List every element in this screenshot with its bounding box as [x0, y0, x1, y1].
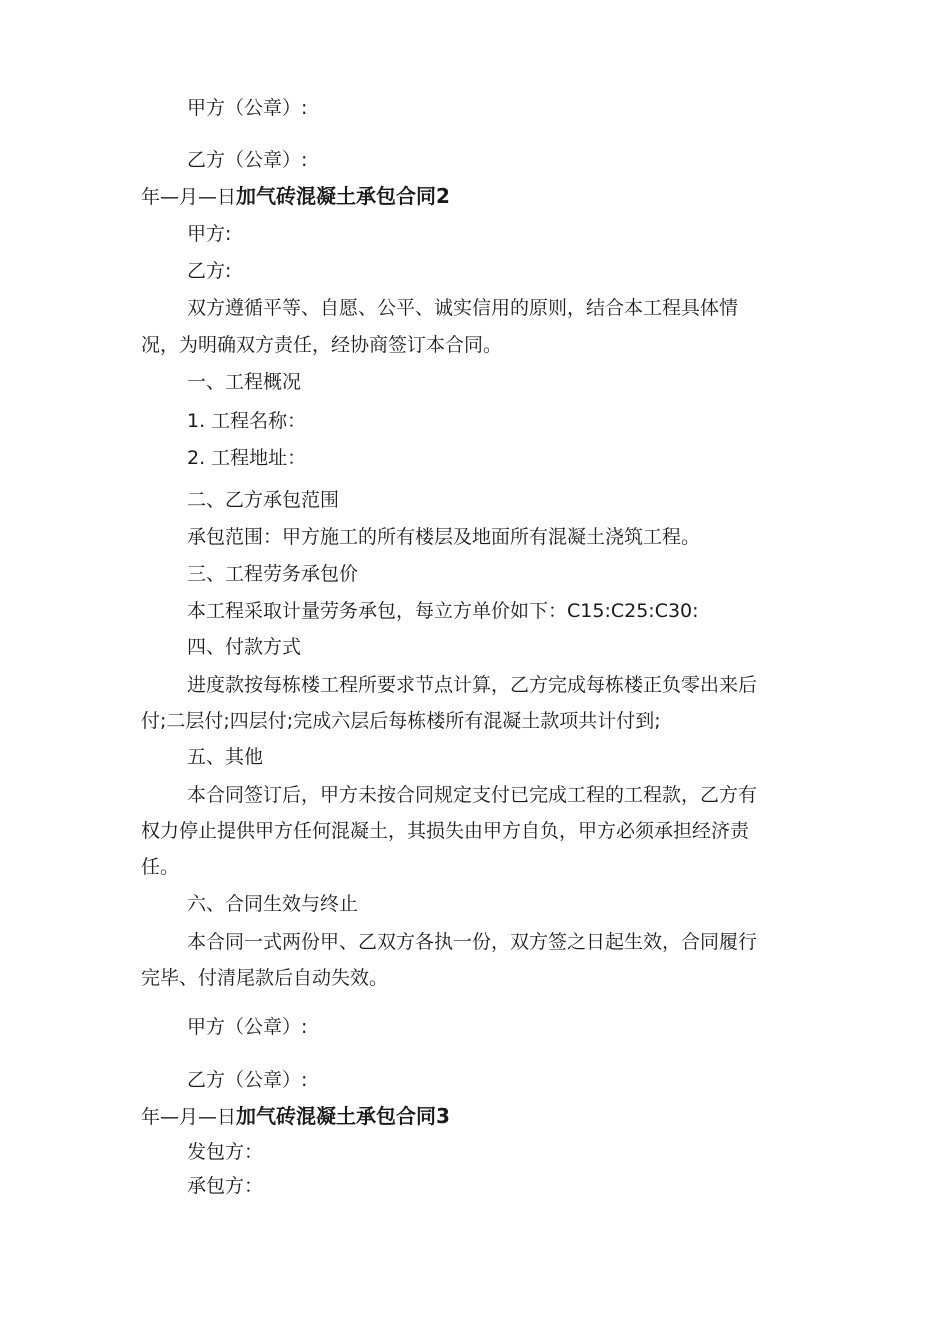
contract2-signature-party-b: 乙方（公章）: [187, 1069, 308, 1091]
section1-item-address: 2. 工程地址： [187, 447, 307, 469]
section5-line3: 任。 [141, 856, 180, 878]
contract2-title: 加气砖混凝土承包合同2 [236, 184, 450, 208]
section4-line1: 进度款按每栋楼工程所要求节点计算，乙方完成每栋楼正负零出来后 [187, 674, 758, 696]
contract3-date-prefix: 年—月—日 [141, 1106, 237, 1128]
section1-heading: 一、工程概况 [187, 371, 302, 393]
section4-heading: 四、付款方式 [187, 636, 302, 658]
section5-heading: 五、其他 [187, 746, 264, 768]
section3-text: 本工程采取计量劳务承包，每立方单价如下：C15:C25:C30: [187, 600, 699, 622]
contract3-contractor: 承包方： [187, 1175, 264, 1197]
contract3-heading-line [141, 1104, 450, 1129]
contract2-party-b: 乙方: [187, 260, 232, 282]
section6-line1: 本合同一式两份甲、乙双方各执一份，双方签之日起生效，合同履行 [187, 931, 758, 953]
section2-heading: 二、乙方承包范围 [187, 489, 340, 511]
section3-heading: 三、工程劳务承包价 [187, 563, 359, 585]
section5-line1: 本合同签订后，甲方未按合同规定支付已完成工程的工程款，乙方有 [187, 784, 758, 806]
section4-line2: 付;二层付;四层付;完成六层后每栋楼所有混凝土款项共计付到; [141, 710, 661, 732]
top-signature-party-a: 甲方（公章）: [187, 97, 308, 119]
contract2-intro-line2: 况，为明确双方责任，经协商签订本合同。 [141, 334, 503, 356]
section6-heading: 六、合同生效与终止 [187, 893, 359, 915]
contract2-party-a: 甲方: [187, 223, 232, 245]
section2-text: 承包范围：甲方施工的所有楼层及地面所有混凝土浇筑工程。 [187, 526, 701, 548]
contract2-heading-line [141, 184, 450, 209]
section5-line2: 权力停止提供甲方任何混凝土，其损失由甲方自负，甲方必须承担经济责 [141, 820, 750, 842]
contract2-intro-line1: 双方遵循平等、自愿、公平、诚实信用的原则，结合本工程具体情 [187, 297, 739, 319]
contract3-employer: 发包方： [187, 1141, 264, 1163]
section1-item-name: 1. 工程名称： [187, 410, 307, 432]
top-signature-party-b: 乙方（公章）: [187, 149, 308, 171]
contract2-signature-party-a: 甲方（公章）: [187, 1016, 308, 1038]
section6-line2: 完毕、付清尾款后自动失效。 [141, 967, 389, 989]
contract3-title: 加气砖混凝土承包合同3 [236, 1104, 450, 1128]
contract2-date-prefix: 年—月—日 [141, 186, 237, 208]
